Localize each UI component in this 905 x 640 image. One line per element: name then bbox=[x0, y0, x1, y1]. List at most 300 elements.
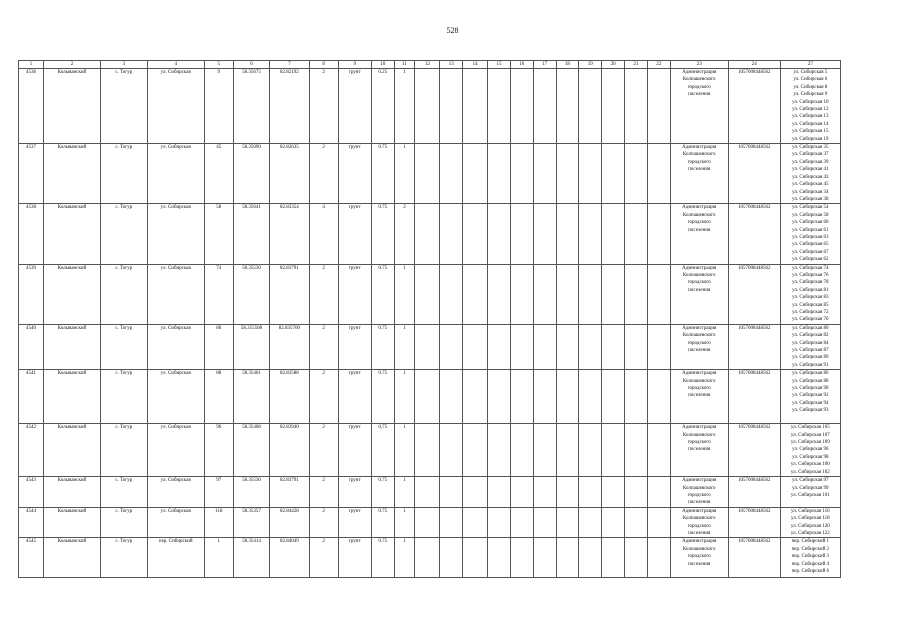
cell-empty bbox=[415, 144, 440, 204]
cell-id: 4536 bbox=[19, 69, 44, 144]
cell-col11: 1 bbox=[394, 424, 415, 477]
cell-empty bbox=[602, 370, 625, 424]
cell-empty bbox=[510, 69, 533, 144]
cell-col8: 2 bbox=[309, 69, 338, 144]
cell-empty bbox=[579, 538, 602, 578]
cell-locality: с. Тогур bbox=[100, 507, 147, 538]
cell-empty bbox=[510, 204, 533, 264]
street-list-item: ул. Сибирская 62 bbox=[792, 257, 829, 263]
cell-empty bbox=[440, 538, 463, 578]
street-list-item: ул. Сибирская 101 bbox=[790, 492, 830, 498]
owner-line: городского bbox=[687, 523, 711, 529]
cell-empty bbox=[415, 507, 440, 538]
cell-empty bbox=[556, 424, 579, 477]
cell-street-list bbox=[780, 370, 840, 424]
street-list-item: ул. Сибирская 12 bbox=[792, 107, 829, 113]
street-list-item: ул. Сибирская 96 bbox=[792, 447, 829, 453]
cell-col10: 0.75 bbox=[371, 144, 394, 204]
column-header: 6 bbox=[233, 61, 269, 69]
street-list-item: ул. Сибирская 120 bbox=[790, 523, 830, 529]
cell-house: 58 bbox=[204, 204, 233, 264]
cell-empty bbox=[625, 477, 648, 508]
cell-empty bbox=[510, 370, 533, 424]
owner-line: Администрация bbox=[682, 70, 717, 75]
cell-latitude: 58.35530 bbox=[233, 264, 269, 324]
cell-surface: грунт bbox=[338, 264, 371, 324]
cell-empty bbox=[533, 204, 556, 264]
cell-empty bbox=[556, 477, 579, 508]
cell-empty bbox=[579, 424, 602, 477]
cell-ogrn: 1057008448562 bbox=[728, 507, 780, 538]
cell-empty bbox=[625, 324, 648, 369]
cell-empty bbox=[440, 144, 463, 204]
street-list-item: ул. Сибирская 19 bbox=[792, 136, 829, 142]
cell-street: ул. Сибирская bbox=[147, 144, 204, 204]
column-header: 24 bbox=[728, 61, 780, 69]
street-list-item: ул. Сибирская 87 bbox=[792, 348, 829, 354]
cell-col10: 0.75 bbox=[371, 264, 394, 324]
cell-col8: 2 bbox=[309, 144, 338, 204]
cell-empty bbox=[463, 69, 488, 144]
owner-line: Администрация bbox=[682, 425, 717, 431]
cell-owner bbox=[670, 144, 728, 204]
cell-empty bbox=[647, 264, 670, 324]
street-list-item: ул. Сибирская 99 bbox=[792, 485, 829, 491]
street-list-item: ул. Сибирская 85 bbox=[792, 302, 829, 308]
table-row bbox=[19, 507, 841, 538]
cell-latitude: 58.35090 bbox=[233, 144, 269, 204]
street-list-item: пер. Сибирский 6 bbox=[791, 568, 830, 574]
street-list-item: ул. Сибирская 98 bbox=[792, 454, 829, 460]
cell-ogrn: 1057008448562 bbox=[728, 538, 780, 578]
cell-empty bbox=[579, 204, 602, 264]
owner-line: поселения bbox=[688, 167, 711, 173]
street-list-item: ул. Сибирская 74 bbox=[792, 265, 829, 271]
cell-empty bbox=[488, 424, 511, 477]
cell-empty bbox=[440, 264, 463, 324]
cell-locality: с. Тогур bbox=[100, 69, 147, 144]
cell-owner bbox=[670, 370, 728, 424]
street-list-item: ул. Сибирская 9 bbox=[793, 92, 828, 98]
cell-empty bbox=[533, 264, 556, 324]
cell-empty bbox=[488, 264, 511, 324]
cell-house: 96 bbox=[204, 424, 233, 477]
cell-house: 80 bbox=[204, 324, 233, 369]
owner-line: Колпашевского bbox=[682, 516, 716, 522]
column-header: 10 bbox=[371, 61, 394, 69]
cell-empty bbox=[647, 424, 670, 477]
cell-longitude: 82.835700 bbox=[270, 324, 309, 369]
cell-empty bbox=[602, 144, 625, 204]
owner-line: городского bbox=[687, 492, 711, 498]
cell-district: Колыванский bbox=[43, 477, 100, 508]
column-header: 12 bbox=[415, 61, 440, 69]
cell-empty bbox=[647, 370, 670, 424]
cell-empty bbox=[647, 538, 670, 578]
owner-line: Колпашевского bbox=[682, 546, 716, 552]
owner-line: поселения bbox=[688, 348, 711, 354]
cell-empty bbox=[579, 507, 602, 538]
owner-line: городского bbox=[687, 84, 711, 90]
cell-col8: 2 bbox=[309, 507, 338, 538]
cell-locality: с. Тогур bbox=[100, 538, 147, 578]
cell-empty bbox=[488, 204, 511, 264]
street-list-item: ул. Сибирская 61 bbox=[792, 227, 829, 233]
cell-surface: грунт bbox=[338, 144, 371, 204]
cell-empty bbox=[579, 264, 602, 324]
cell-street: пер. Сибирский bbox=[147, 538, 204, 578]
cell-empty bbox=[533, 424, 556, 477]
column-header: 15 bbox=[488, 61, 511, 69]
cell-col8: 2 bbox=[309, 538, 338, 578]
cell-longitude: 82.83791 bbox=[270, 264, 309, 324]
cell-street-list bbox=[780, 264, 840, 324]
cell-locality: с. Тогур bbox=[100, 264, 147, 324]
street-list-item: ул. Сибирская 122 bbox=[790, 530, 830, 536]
cell-street-list bbox=[780, 144, 840, 204]
owner-line: Колпашевского bbox=[682, 485, 716, 491]
column-header: 14 bbox=[463, 61, 488, 69]
street-list-item: ул. Сибирская 67 bbox=[792, 249, 829, 255]
cell-empty bbox=[510, 477, 533, 508]
cell-empty bbox=[440, 370, 463, 424]
owner-line: городского bbox=[687, 386, 711, 392]
street-list-item: ул. Сибирская 81 bbox=[792, 287, 829, 293]
cell-owner bbox=[670, 204, 728, 264]
cell-latitude: 58.35357 bbox=[233, 507, 269, 538]
cell-street: ул. Сибирская bbox=[147, 264, 204, 324]
street-list-item: ул. Сибирская 39 bbox=[792, 159, 829, 165]
cell-id: 4544 bbox=[19, 507, 44, 538]
cell-ogrn: 1057008448562 bbox=[728, 324, 780, 369]
cell-empty bbox=[556, 538, 579, 578]
cell-empty bbox=[625, 370, 648, 424]
column-header: 17 bbox=[533, 61, 556, 69]
street-list-item: ул. Сибирская 80 bbox=[792, 325, 829, 331]
owner-line: поселения bbox=[688, 530, 711, 536]
cell-empty bbox=[463, 477, 488, 508]
cell-empty bbox=[463, 370, 488, 424]
owner-line: городского bbox=[687, 340, 711, 346]
header-row bbox=[19, 61, 841, 69]
cell-id: 4545 bbox=[19, 538, 44, 578]
column-header: 2 bbox=[43, 61, 100, 69]
cell-empty bbox=[602, 538, 625, 578]
cell-empty bbox=[463, 424, 488, 477]
owner-line: Администрация bbox=[682, 265, 717, 271]
column-header: 18 bbox=[556, 61, 579, 69]
table-row bbox=[19, 370, 841, 424]
cell-empty bbox=[625, 69, 648, 144]
street-list-item: ул. Сибирская 13 bbox=[792, 114, 829, 120]
cell-locality: с. Тогур bbox=[100, 144, 147, 204]
cell-empty bbox=[625, 538, 648, 578]
street-list-item: пер. Сибирский 3 bbox=[791, 554, 830, 560]
cell-street: ул. Сибирская bbox=[147, 324, 204, 369]
cell-street-list bbox=[780, 507, 840, 538]
cell-col11: 1 bbox=[394, 144, 415, 204]
owner-line: Колпашевского bbox=[682, 77, 716, 83]
street-list-item: пер. Сибирский 1 bbox=[791, 539, 830, 545]
cell-empty bbox=[415, 477, 440, 508]
cell-empty bbox=[488, 144, 511, 204]
street-list-item: ул. Сибирская 60 bbox=[792, 220, 829, 226]
cell-district: Колыванский bbox=[43, 144, 100, 204]
cell-street-list bbox=[780, 69, 840, 144]
owner-line: Колпашевского bbox=[682, 152, 716, 158]
cell-col8: 2 bbox=[309, 477, 338, 508]
street-list-item: ул. Сибирская 15 bbox=[792, 129, 829, 135]
street-list-item: ул. Сибирская 91 bbox=[792, 362, 829, 368]
cell-street-list bbox=[780, 538, 840, 578]
registry-table bbox=[18, 60, 841, 578]
cell-locality: с. Тогур bbox=[100, 477, 147, 508]
owner-line: поселения bbox=[688, 287, 711, 293]
cell-longitude: 82.82192 bbox=[270, 69, 309, 144]
street-list-item: ул. Сибирская 90 bbox=[792, 386, 829, 392]
cell-longitude: 82.83791 bbox=[270, 477, 309, 508]
street-list-item: ул. Сибирская 58 bbox=[792, 212, 829, 218]
cell-empty bbox=[440, 477, 463, 508]
cell-surface: грунт bbox=[338, 324, 371, 369]
street-list-item: ул. Сибирская 116 bbox=[790, 508, 830, 514]
cell-locality: с. Тогур bbox=[100, 424, 147, 477]
cell-house: 88 bbox=[204, 370, 233, 424]
street-list-item: ул. Сибирская 6 bbox=[793, 77, 828, 83]
owner-line: городского bbox=[687, 159, 711, 165]
cell-empty bbox=[415, 264, 440, 324]
cell-empty bbox=[510, 144, 533, 204]
street-list-item: ул. Сибирская 5 bbox=[793, 70, 828, 75]
cell-empty bbox=[488, 370, 511, 424]
street-list-item: ул. Сибирская 65 bbox=[792, 242, 829, 248]
cell-empty bbox=[602, 264, 625, 324]
street-list-item: ул. Сибирская 14 bbox=[792, 121, 829, 127]
column-header: 5 bbox=[204, 61, 233, 69]
owner-line: Колпашевского bbox=[682, 378, 716, 384]
street-list-item: ул. Сибирская 43 bbox=[792, 174, 829, 180]
owner-line: поселения bbox=[688, 92, 711, 98]
street-list-item: ул. Сибирская 109 bbox=[790, 440, 830, 446]
cell-empty bbox=[556, 324, 579, 369]
cell-empty bbox=[510, 264, 533, 324]
street-list-item: ул. Сибирская 102 bbox=[790, 469, 830, 475]
cell-surface: грунт bbox=[338, 477, 371, 508]
cell-district: Колыванский bbox=[43, 370, 100, 424]
cell-empty bbox=[440, 424, 463, 477]
cell-locality: с. Тогур bbox=[100, 204, 147, 264]
cell-empty bbox=[463, 264, 488, 324]
cell-street: ул. Сибирская bbox=[147, 370, 204, 424]
cell-id: 4538 bbox=[19, 204, 44, 264]
column-header: 16 bbox=[510, 61, 533, 69]
cell-house: 1 bbox=[204, 538, 233, 578]
column-header: 11 bbox=[394, 61, 415, 69]
cell-longitude: 82.83354 bbox=[270, 204, 309, 264]
cell-empty bbox=[463, 507, 488, 538]
cell-col10: 0.25 bbox=[371, 69, 394, 144]
cell-owner bbox=[670, 507, 728, 538]
owner-line: Администрация bbox=[682, 325, 717, 331]
owner-line: поселения bbox=[688, 561, 711, 567]
cell-empty bbox=[647, 477, 670, 508]
owner-line: поселения bbox=[688, 227, 711, 233]
cell-locality: с. Тогур bbox=[100, 370, 147, 424]
cell-empty bbox=[533, 144, 556, 204]
column-header: 1 bbox=[19, 61, 44, 69]
table-row bbox=[19, 69, 841, 144]
street-list-item: ул. Сибирская 54 bbox=[792, 205, 829, 211]
cell-ogrn: 1057008448562 bbox=[728, 264, 780, 324]
cell-empty bbox=[415, 324, 440, 369]
cell-empty bbox=[647, 69, 670, 144]
owner-line: городского bbox=[687, 554, 711, 560]
street-list-item: ул. Сибирская 76 bbox=[792, 272, 829, 278]
cell-ogrn: 1057008448562 bbox=[728, 204, 780, 264]
cell-district: Колыванский bbox=[43, 507, 100, 538]
street-list-item: ул. Сибирская 86 bbox=[792, 371, 829, 377]
column-header: 19 bbox=[579, 61, 602, 69]
cell-empty bbox=[556, 264, 579, 324]
street-list-item: ул. Сибирская 97 bbox=[792, 478, 829, 484]
cell-ogrn: 1057008448562 bbox=[728, 370, 780, 424]
cell-district: Колыванский bbox=[43, 538, 100, 578]
street-list-item: ул. Сибирская 93 bbox=[792, 408, 829, 414]
street-list-item: ул. Сибирская 45 bbox=[792, 182, 829, 188]
column-header: 20 bbox=[602, 61, 625, 69]
cell-house: 45 bbox=[204, 144, 233, 204]
cell-street: ул. Сибирская bbox=[147, 424, 204, 477]
cell-longitude: 82.84049 bbox=[270, 538, 309, 578]
cell-ogrn: 1057008448562 bbox=[728, 69, 780, 144]
owner-line: Администрация bbox=[682, 478, 717, 484]
cell-owner bbox=[670, 477, 728, 508]
cell-latitude: 58.35408 bbox=[233, 424, 269, 477]
street-list-item: ул. Сибирская 78 bbox=[792, 280, 829, 286]
cell-id: 4542 bbox=[19, 424, 44, 477]
cell-latitude: 58.355508 bbox=[233, 324, 269, 369]
street-list-item: ул. Сибирская 10 bbox=[792, 99, 829, 105]
cell-empty bbox=[510, 538, 533, 578]
cell-col8: 2 bbox=[309, 370, 338, 424]
cell-empty bbox=[602, 507, 625, 538]
cell-empty bbox=[556, 69, 579, 144]
owner-line: Администрация bbox=[682, 145, 717, 151]
street-list-item: ул. Сибирская 41 bbox=[792, 167, 829, 173]
cell-street-list bbox=[780, 204, 840, 264]
cell-empty bbox=[647, 144, 670, 204]
cell-locality: с. Тогур bbox=[100, 324, 147, 369]
cell-empty bbox=[440, 507, 463, 538]
cell-empty bbox=[463, 324, 488, 369]
street-list-item: ул. Сибирская 83 bbox=[792, 295, 829, 301]
cell-empty bbox=[415, 69, 440, 144]
owner-line: городского bbox=[687, 440, 711, 446]
street-list-item: ул. Сибирская 88 bbox=[792, 378, 829, 384]
street-list-item: ул. Сибирская 37 bbox=[792, 152, 829, 158]
cell-empty bbox=[625, 264, 648, 324]
cell-empty bbox=[556, 144, 579, 204]
cell-surface: грунт bbox=[338, 538, 371, 578]
cell-owner bbox=[670, 538, 728, 578]
cell-empty bbox=[579, 69, 602, 144]
cell-street-list bbox=[780, 477, 840, 508]
street-list-item: ул. Сибирская 82 bbox=[792, 333, 829, 339]
cell-street: ул. Сибирская bbox=[147, 507, 204, 538]
cell-district: Колыванский bbox=[43, 204, 100, 264]
cell-col8: 2 bbox=[309, 324, 338, 369]
owner-line: Администрация bbox=[682, 371, 717, 377]
cell-latitude: 58.35641 bbox=[233, 204, 269, 264]
cell-house: 118 bbox=[204, 507, 233, 538]
street-list-item: ул. Сибирская 35 bbox=[792, 145, 829, 151]
column-header: 4 bbox=[147, 61, 204, 69]
owner-line: поселения bbox=[688, 447, 711, 453]
owner-line: Администрация bbox=[682, 508, 717, 514]
cell-col8: 2 bbox=[309, 264, 338, 324]
cell-empty bbox=[440, 69, 463, 144]
cell-empty bbox=[602, 424, 625, 477]
cell-surface: грунт bbox=[338, 507, 371, 538]
cell-house: 97 bbox=[204, 477, 233, 508]
column-header: 7 bbox=[270, 61, 309, 69]
cell-street: ул. Сибирская bbox=[147, 204, 204, 264]
street-list-item: ул. Сибирская 107 bbox=[790, 432, 830, 438]
cell-id: 4537 bbox=[19, 144, 44, 204]
cell-house: 74 bbox=[204, 264, 233, 324]
cell-id: 4541 bbox=[19, 370, 44, 424]
table-row bbox=[19, 424, 841, 477]
cell-district: Колыванский bbox=[43, 69, 100, 144]
cell-empty bbox=[556, 370, 579, 424]
cell-col11: 1 bbox=[394, 477, 415, 508]
cell-district: Колыванский bbox=[43, 264, 100, 324]
cell-empty bbox=[488, 538, 511, 578]
street-list-item: ул. Сибирская 84 bbox=[792, 340, 829, 346]
cell-empty bbox=[415, 424, 440, 477]
cell-id: 4539 bbox=[19, 264, 44, 324]
cell-surface: грунт bbox=[338, 370, 371, 424]
cell-latitude: 58.35530 bbox=[233, 477, 269, 508]
cell-empty bbox=[647, 507, 670, 538]
street-list-item: ул. Сибирская 72 bbox=[792, 310, 829, 315]
column-header: 3 bbox=[100, 61, 147, 69]
cell-ogrn: 1057008448562 bbox=[728, 477, 780, 508]
column-header: 9 bbox=[338, 61, 371, 69]
table-row bbox=[19, 477, 841, 508]
cell-empty bbox=[625, 204, 648, 264]
cell-col11: 1 bbox=[394, 507, 415, 538]
cell-owner bbox=[670, 424, 728, 477]
cell-empty bbox=[602, 324, 625, 369]
cell-col11: 1 bbox=[394, 264, 415, 324]
cell-house: 9 bbox=[204, 69, 233, 144]
cell-empty bbox=[579, 324, 602, 369]
cell-empty bbox=[440, 324, 463, 369]
owner-line: городского bbox=[687, 220, 711, 226]
street-list-item: ул. Сибирская 89 bbox=[792, 355, 829, 361]
cell-longitude: 82.84428 bbox=[270, 507, 309, 538]
owner-line: Колпашевского bbox=[682, 272, 716, 278]
cell-empty bbox=[463, 144, 488, 204]
cell-empty bbox=[625, 144, 648, 204]
cell-col11: 1 bbox=[394, 370, 415, 424]
cell-empty bbox=[415, 538, 440, 578]
street-list-item: ул. Сибирская 118 bbox=[790, 516, 830, 522]
street-list-item: ул. Сибирская 34 bbox=[792, 189, 829, 195]
cell-id: 4543 bbox=[19, 477, 44, 508]
cell-owner bbox=[670, 264, 728, 324]
